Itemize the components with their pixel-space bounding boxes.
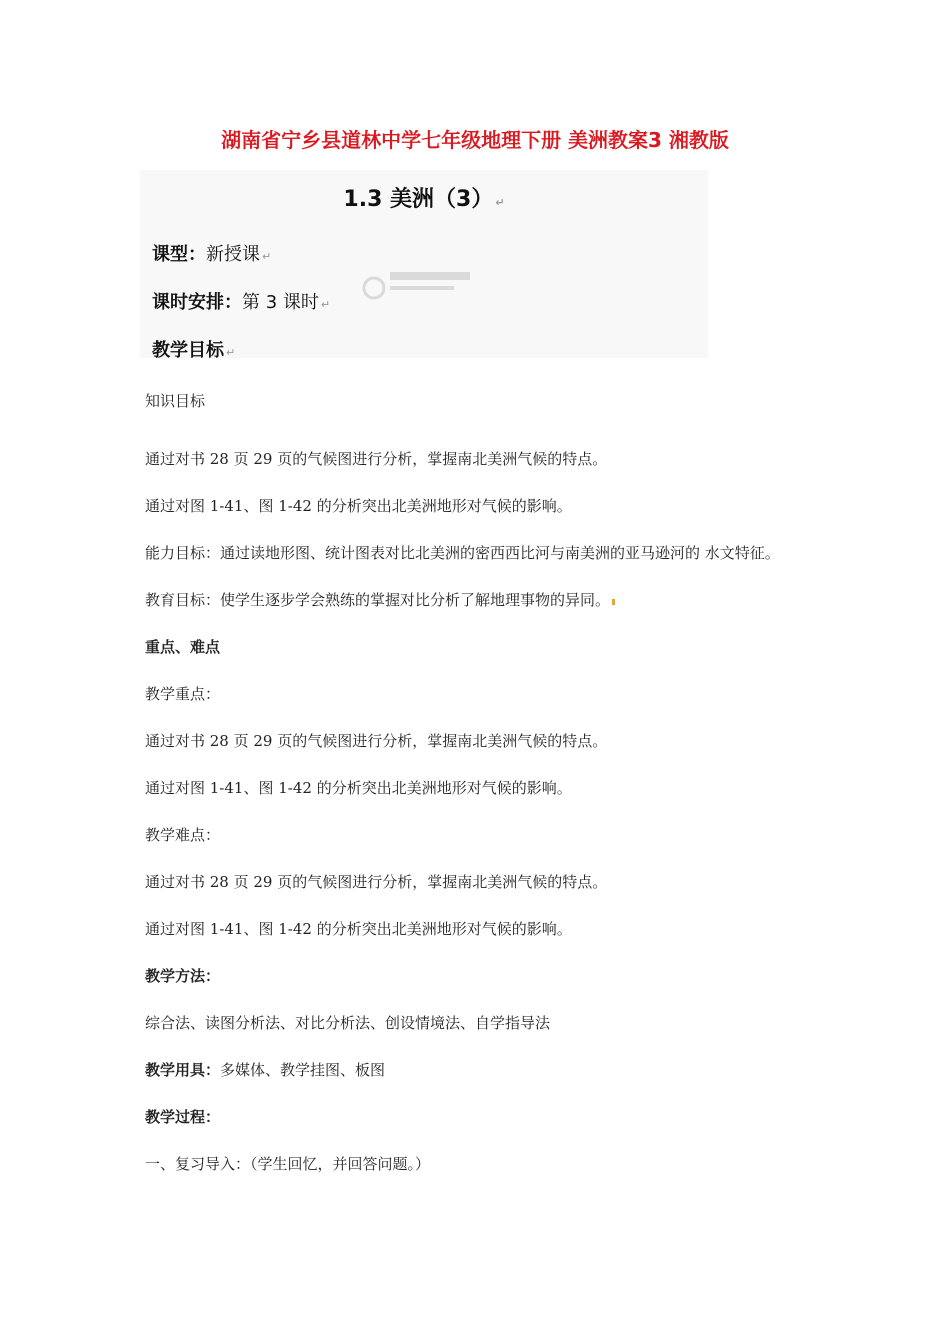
teaching-difficulty-heading: 教学难点：	[145, 826, 221, 844]
document-body	[145, 388, 815, 1198]
paragraph-mark-icon: ↵	[495, 196, 505, 209]
lesson-type-label: 课型：	[152, 244, 206, 265]
schedule-value: 第 3 课时	[242, 292, 319, 313]
paragraph: 通过对书 28 页 29 页的气候图进行分析，掌握南北美洲气候的特点。	[145, 732, 608, 750]
knowledge-goal-heading: 知识目标	[145, 392, 206, 410]
lesson-header-image	[140, 170, 708, 361]
watermark-logo-icon	[360, 258, 480, 304]
paragraph-mark-icon: ↵	[226, 346, 236, 359]
lesson-title	[140, 182, 708, 213]
key-points-heading: 重点、难点	[145, 638, 221, 656]
process-heading: 教学过程：	[145, 1108, 221, 1126]
paragraph-mark-icon: ↵	[262, 250, 272, 263]
paragraph: 通过对图 1-41、图 1-42 的分析突出北美洲地形对气候的影响。	[145, 497, 572, 515]
lesson-type-row	[152, 240, 271, 266]
annotation-mark-icon	[612, 599, 615, 605]
education-goal-text: 教育目标：使学生逐步学会熟练的掌握对比分析了解地理事物的异同。	[145, 591, 611, 609]
ability-goal-paragraph: 能力目标：通过读地形图、统计图表对比北美洲的密西西比河与南美洲的亚马逊河的 水文特征。	[145, 544, 780, 562]
paragraph: 通过对图 1-41、图 1-42 的分析突出北美洲地形对气候的影响。	[145, 920, 572, 938]
teaching-focus-heading: 教学重点：	[145, 685, 221, 703]
paragraph-mark-icon: ↵	[320, 298, 331, 311]
tools-text: 多媒体、教学挂图、板图	[220, 1061, 386, 1079]
tools-row	[145, 1057, 815, 1083]
schedule-label: 课时安排：	[152, 292, 242, 313]
methods-heading: 教学方法：	[145, 967, 221, 985]
schedule-row	[152, 288, 330, 314]
paragraph: 通过对图 1-41、图 1-42 的分析突出北美洲地形对气候的影响。	[145, 779, 572, 797]
education-goal-paragraph	[145, 587, 815, 613]
lesson-title-text: 1.3 美洲（3）	[343, 187, 494, 212]
paragraph: 通过对书 28 页 29 页的气候图进行分析，掌握南北美洲气候的特点。	[145, 873, 608, 891]
teaching-goals-label: 教学目标	[152, 340, 224, 361]
tools-label: 教学用具：	[145, 1061, 221, 1079]
document-title: 湖南省宁乡县道林中学七年级地理下册 美洲教案3 湘教版	[221, 128, 729, 152]
paragraph: 通过对书 28 页 29 页的气候图进行分析，掌握南北美洲气候的特点。	[145, 450, 608, 468]
lesson-type-value: 新授课	[206, 244, 260, 265]
methods-text: 综合法、读图分析法、对比分析法、创设情境法、自学指导法	[145, 1014, 551, 1032]
paragraph: 一、复习导入：（学生回忆，并回答问题。）	[145, 1155, 431, 1173]
teaching-goals-row	[152, 336, 235, 362]
